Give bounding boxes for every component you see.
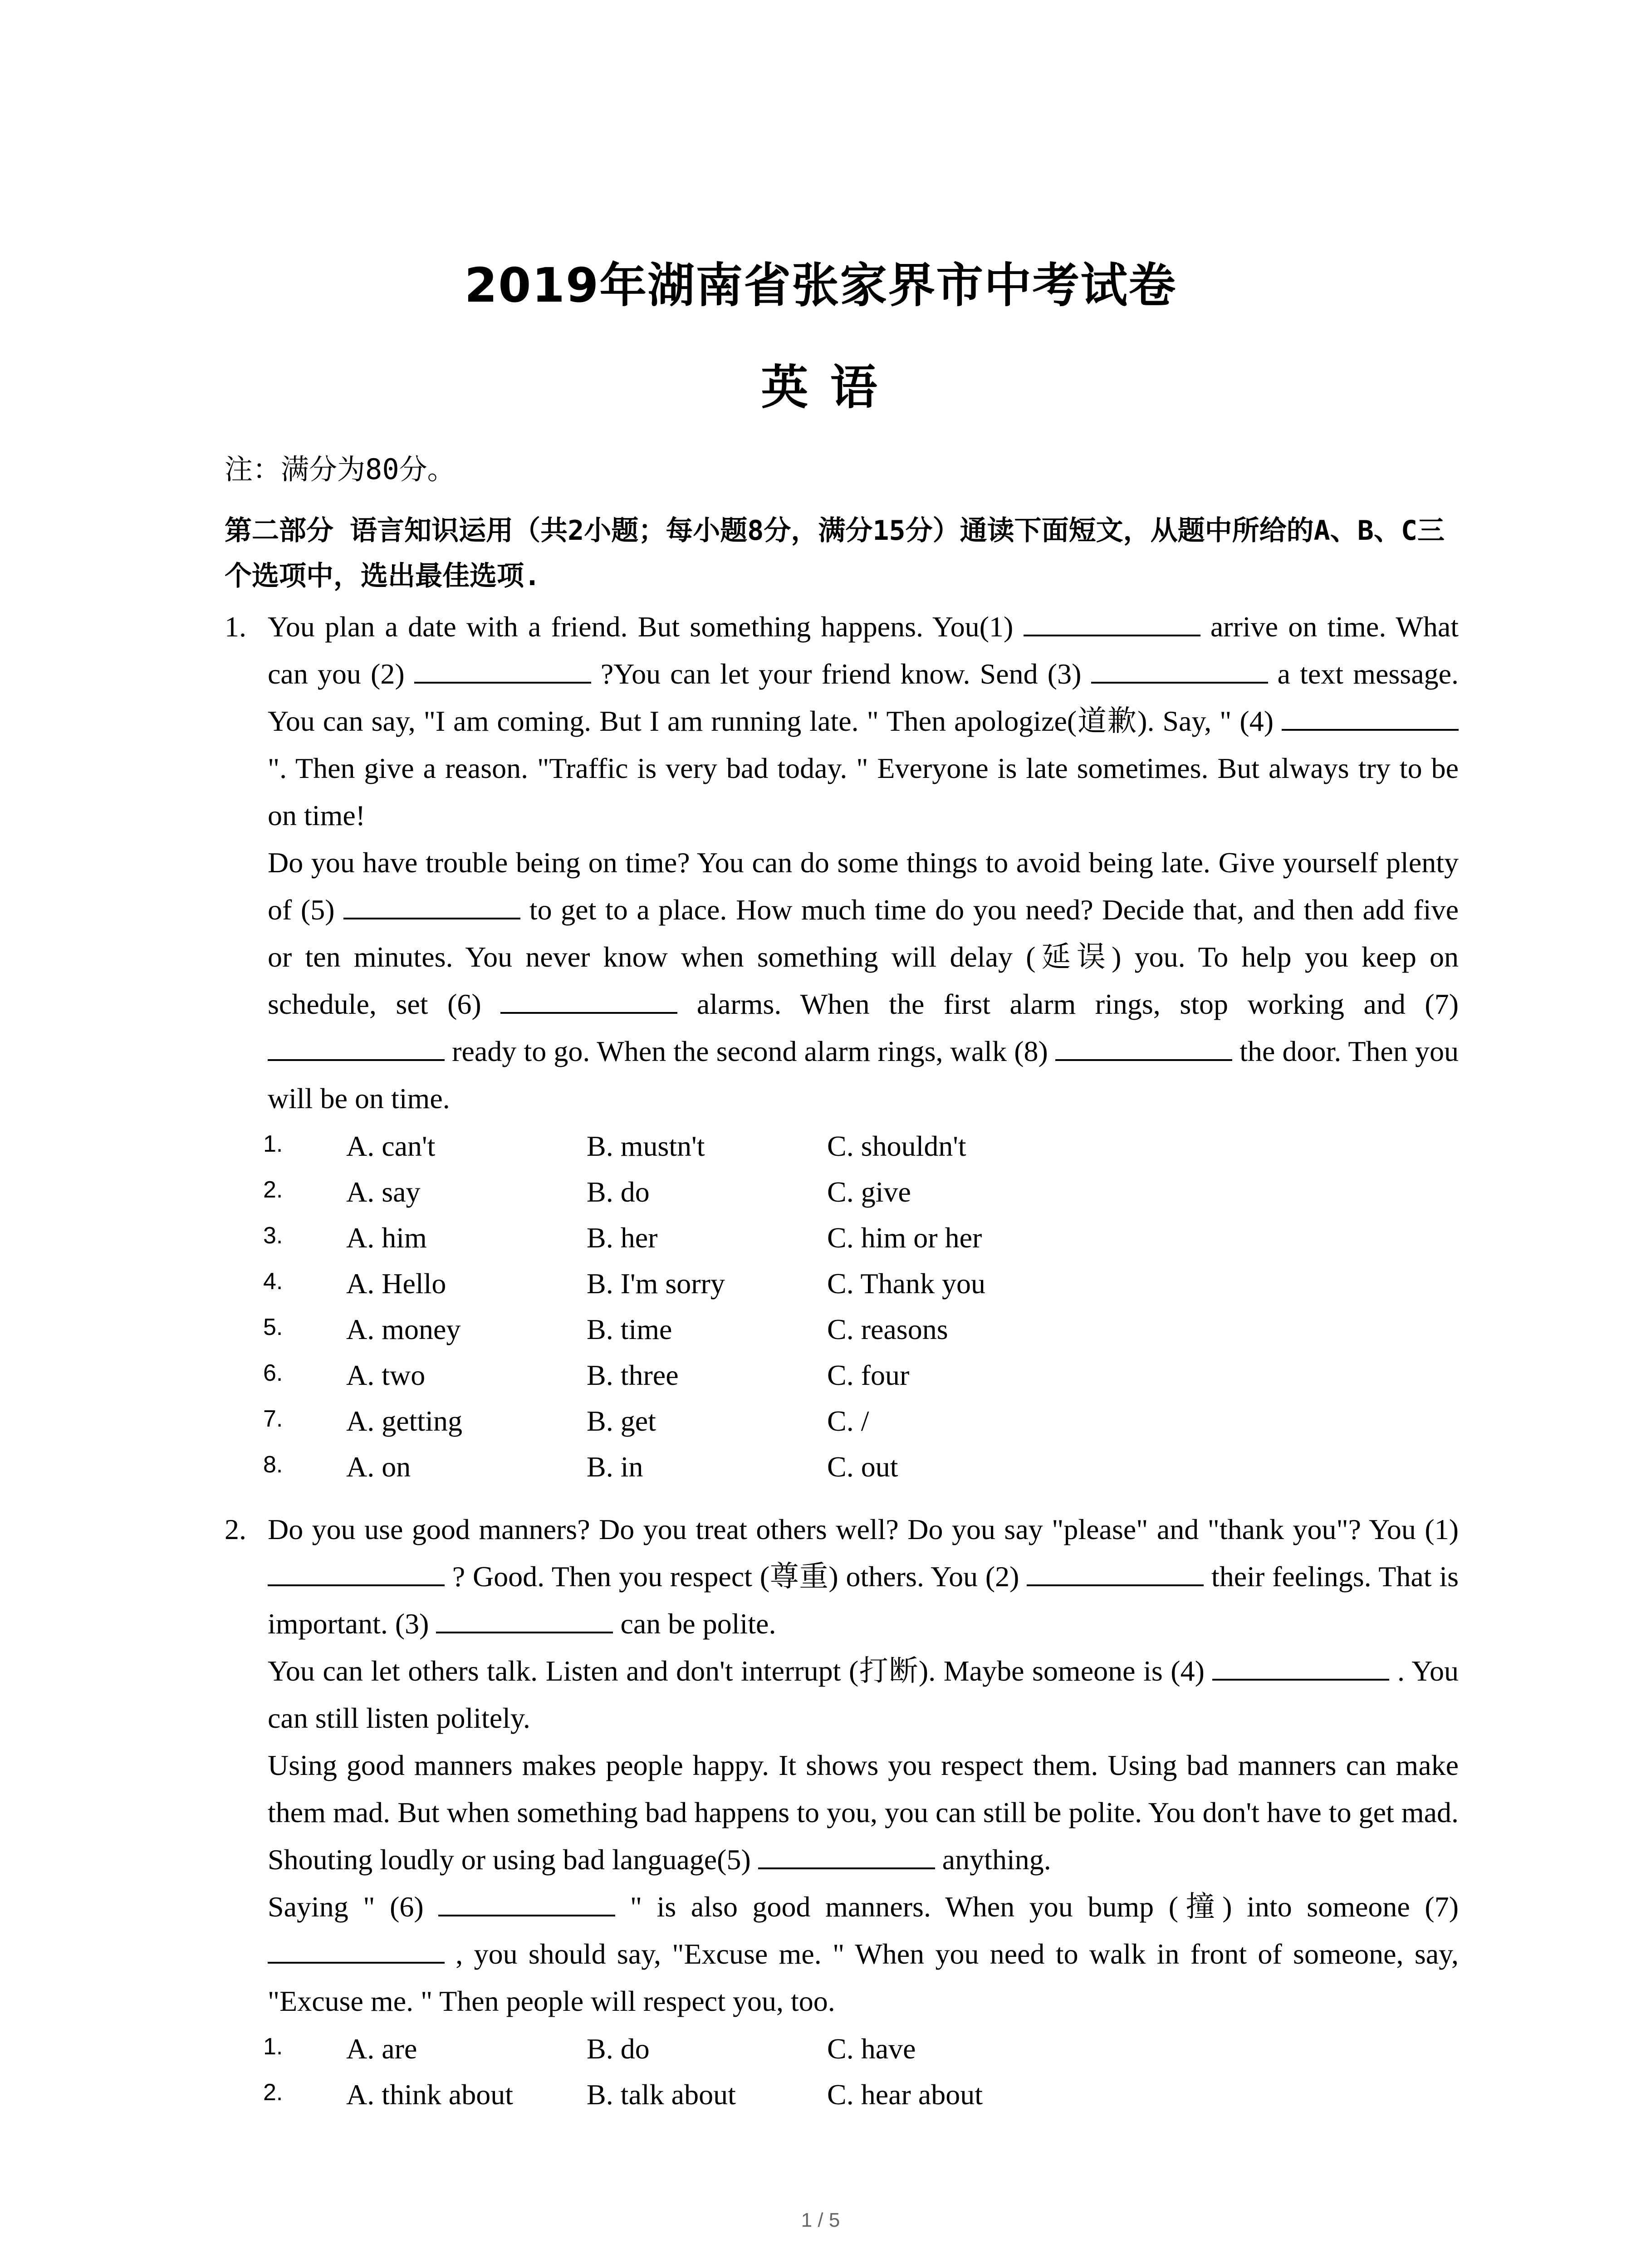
answer-blank xyxy=(268,1032,445,1061)
page-number: 1 / 5 xyxy=(801,2209,840,2231)
question-passage xyxy=(268,603,1459,1122)
score-note: 注：满分为80分。 xyxy=(225,453,456,486)
option-b[interactable]: B. three xyxy=(587,1359,679,1391)
option-number: 2. xyxy=(263,2079,283,2106)
passage-text: You plan a date with a friend. But something happens. You(1) xyxy=(268,611,1024,643)
passage-text: You can let others talk. Listen and don't interrupt (打断). Maybe someone is (4) xyxy=(268,1655,1213,1687)
passage-text: their feelings. That is important. (3) xyxy=(268,1560,1459,1640)
passage-text: alarms. When the first alarm rings, stop working and (7) xyxy=(677,988,1459,1020)
option-number: 7. xyxy=(263,1406,283,1432)
option-c[interactable]: C. reasons xyxy=(827,1313,948,1345)
question-number: 1. xyxy=(225,611,246,643)
passage-text: " is also good manners. When you bump (撞) into someone (7) xyxy=(615,1891,1459,1923)
option-c[interactable]: C. Thank you xyxy=(827,1267,986,1300)
answer-blank xyxy=(1055,1032,1232,1061)
option-number: 1. xyxy=(263,2033,283,2060)
answer-blank xyxy=(1282,702,1459,731)
option-number: 2. xyxy=(263,1177,283,1203)
passage-paragraph xyxy=(268,1647,1459,1742)
answer-blank xyxy=(343,890,520,919)
answer-blank xyxy=(268,1557,445,1586)
option-b[interactable]: B. do xyxy=(587,2033,650,2065)
passage-paragraph xyxy=(268,1883,1459,2025)
option-b[interactable]: B. mustn't xyxy=(587,1130,705,1162)
option-c[interactable]: C. give xyxy=(827,1176,911,1208)
answer-blank xyxy=(1212,1652,1389,1681)
answer-blank xyxy=(1091,655,1268,684)
answer-blank xyxy=(1024,607,1200,636)
answer-blank xyxy=(414,655,591,684)
option-c[interactable]: C. / xyxy=(827,1405,869,1437)
option-c[interactable]: C. have xyxy=(827,2033,916,2065)
passage-text: , you should say, "Excuse me. " When you need to walk in front of someone, say, "Excuse me. " Then people will respect you, too. xyxy=(268,1938,1459,2017)
option-b[interactable]: B. time xyxy=(587,1313,672,1345)
option-a[interactable]: A. him xyxy=(346,1222,427,1254)
passage-text: the door. Then you will be on time. xyxy=(268,1035,1459,1114)
passage-text: ? Good. Then you respect (尊重) others. You (2) xyxy=(445,1560,1027,1593)
option-b[interactable]: B. do xyxy=(587,1176,650,1208)
passage-text: Saying " (6) xyxy=(268,1891,439,1923)
question-1 xyxy=(225,603,1459,1122)
option-a[interactable]: A. getting xyxy=(346,1405,462,1437)
passage-text: . You can still listen politely. xyxy=(268,1655,1459,1734)
option-a[interactable]: A. can't xyxy=(346,1130,436,1162)
option-a[interactable]: A. say xyxy=(346,1176,421,1208)
option-b[interactable]: B. her xyxy=(587,1222,658,1254)
passage-paragraph xyxy=(268,603,1459,839)
option-number: 5. xyxy=(263,1314,283,1340)
option-c[interactable]: C. four xyxy=(827,1359,910,1391)
passage-text: Do you have trouble being on time? You can do some things to avoid being late. Give yourself plenty of (5) xyxy=(268,846,1459,926)
option-c[interactable]: C. him or her xyxy=(827,1222,982,1254)
option-a[interactable]: A. Hello xyxy=(346,1267,446,1300)
passage-text: arrive on time. What can you (2) xyxy=(268,611,1459,690)
question-number: 2. xyxy=(225,1513,246,1545)
question-2 xyxy=(225,1506,1459,2025)
exam-subject: 英 语 xyxy=(761,360,880,415)
passage-text: ready to go. When the second alarm rings, walk (8) xyxy=(445,1035,1056,1067)
passage-text: to get to a place. How much time do you need? Decide that, and then add five or ten minutes. You never know when something will delay (延误) you. To help you keep on schedule, set (6) xyxy=(268,894,1459,1020)
option-b[interactable]: B. get xyxy=(587,1405,656,1437)
answer-blank xyxy=(758,1840,935,1869)
passage-text: ". Then give a reason. "Traffic is very bad today. " Everyone is late sometimes. But always try to be on time! xyxy=(268,752,1459,831)
exam-title: 2019年湖南省张家界市中考试卷 xyxy=(464,258,1177,313)
passage-paragraph xyxy=(268,1506,1459,1647)
passage-text: can be polite. xyxy=(613,1608,776,1640)
section-heading: 第二部分 语言知识运用（共2小题；每小题8分，满分15分）通读下面短文，从题中所给的A、B、C三个选项中，选出最佳选项. xyxy=(225,515,1445,592)
option-number: 4. xyxy=(263,1268,283,1295)
option-a[interactable]: A. are xyxy=(346,2033,417,2065)
option-c[interactable]: C. out xyxy=(827,1451,898,1483)
option-c[interactable]: C. shouldn't xyxy=(827,1130,966,1162)
passage-text: Do you use good manners? Do you treat others well? Do you say "please" and "thank you"? You (1) xyxy=(268,1513,1459,1545)
option-number: 6. xyxy=(263,1360,283,1386)
answer-blank xyxy=(500,985,677,1014)
option-a[interactable]: A. two xyxy=(346,1359,426,1391)
answer-blank xyxy=(436,1604,613,1633)
question-passage xyxy=(268,1506,1459,2025)
passage-text: anything. xyxy=(935,1843,1051,1876)
option-b[interactable]: B. I'm sorry xyxy=(587,1267,725,1300)
option-number: 3. xyxy=(263,1222,283,1249)
passage-text: ?You can let your friend know. Send (3) xyxy=(591,658,1091,690)
option-number: 8. xyxy=(263,1452,283,1478)
option-b[interactable]: B. in xyxy=(587,1451,643,1483)
option-number: 1. xyxy=(263,1131,283,1157)
answer-blank xyxy=(1027,1557,1204,1586)
option-a[interactable]: A. money xyxy=(346,1313,461,1345)
passage-text: Using good manners makes people happy. It shows you respect them. Using bad manners can make them mad. But when something bad happens to you, you can still be polite. You don't have to get mad. Shouting loudly or using bad language(5) xyxy=(268,1749,1459,1876)
passage-paragraph xyxy=(268,839,1459,1122)
option-b[interactable]: B. talk about xyxy=(587,2078,736,2111)
option-c[interactable]: C. hear about xyxy=(827,2078,983,2111)
option-a[interactable]: A. on xyxy=(346,1451,411,1483)
option-a[interactable]: A. think about xyxy=(346,2078,513,2111)
answer-blank xyxy=(438,1887,615,1916)
passage-text: a text message. You can say, "I am coming. But I am running late. " Then apologize(道歉). Say, " (4) xyxy=(268,658,1459,737)
answer-blank xyxy=(268,1935,445,1964)
passage-paragraph xyxy=(268,1742,1459,1883)
